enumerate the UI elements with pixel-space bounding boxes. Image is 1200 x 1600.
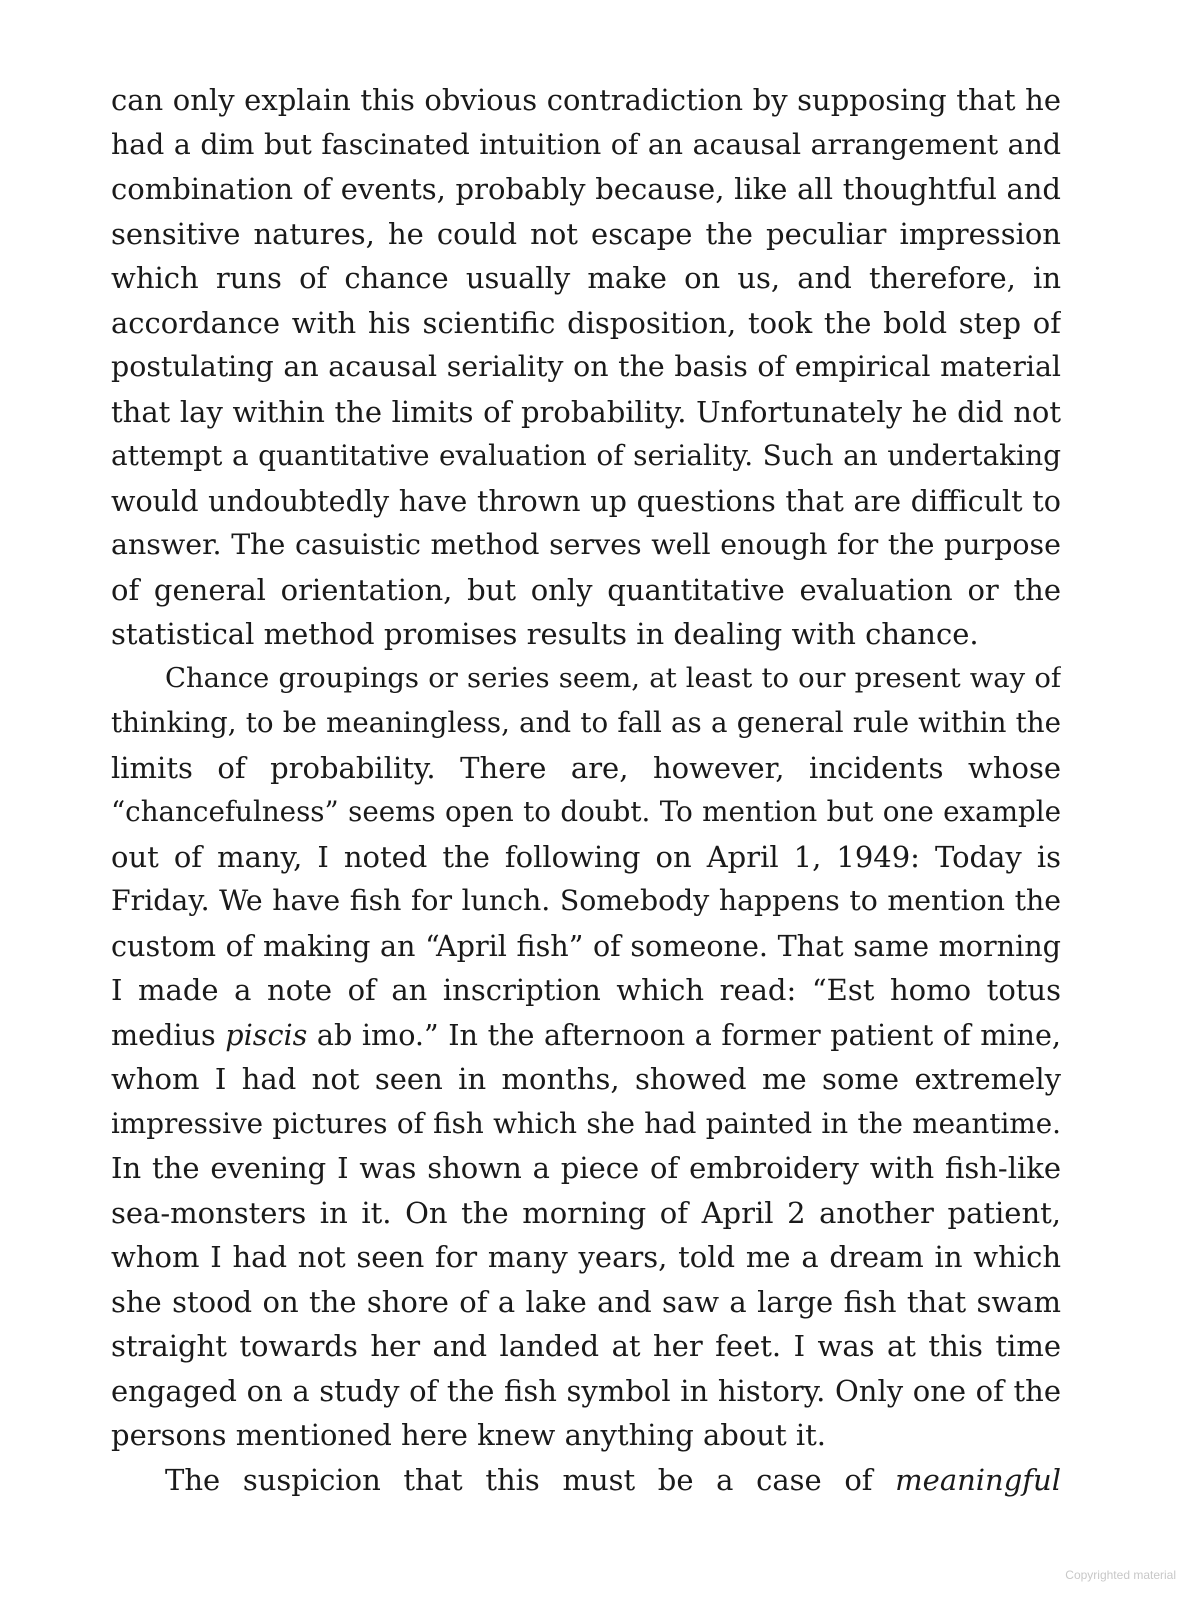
text-line: custom of making an “April fish” of someone. That same morning [111,928,1061,963]
text-line: can only explain this obvious contradiction by supposing that he [111,83,1061,117]
text-line: that lay within the limits of probability. Unfortunately he did not [111,394,1061,429]
text-line: which runs of chance usually make on us, and therefore, in [111,261,1061,295]
body-text [111,78,1061,1502]
text-line: she stood on the shore of a lake and saw a large fish that swam [111,1284,1061,1319]
text-line: sensitive natures, he could not escape the peculiar impression [111,216,1061,251]
text-line: The suspicion that this must be a case of meaningful [165,1462,1061,1497]
text-line: combination of events, probably because, like all thoughtful and [111,172,1061,206]
text-line: impressive pictures of fish which she had painted in the meantime. [111,1106,1061,1140]
text-line: limits of probability. There are, however, incidents whose [111,750,1061,785]
text-line: persons mentioned here knew anything about it. [111,1418,827,1452]
text-line: Chance groupings or series seem, at least to our present way of [165,662,1061,694]
italic-term: meaningful [895,1462,1061,1497]
text-line: statistical method promises results in dealing with chance. [111,617,979,651]
text-line: thinking, to be meaningless, and to fall as a general rule within the [111,706,1061,739]
text-line: sea-monsters in it. On the morning of April 2 another patient, [111,1195,1061,1230]
text-line: had a dim but fascinated intuition of an acausal arrangement and [111,127,1061,161]
text-line: attempt a quantitative evaluation of seriality. Such an undertaking [111,439,1061,472]
text-line: of general orientation, but only quantitative evaluation or the [111,572,1061,607]
text-line: answer. The casuistic method serves well enough for the purpose [111,528,1061,561]
text-line: medius piscis ab imo.” In the afternoon a former patient of mine, [111,1017,1061,1052]
text-line: out of many, I noted the following on April 1, 1949: Today is [111,839,1061,874]
text-line: whom I had not seen for many years, told me a dream in which [111,1240,1061,1274]
text-line: In the evening I was shown a piece of embroidery with fish-like [111,1151,1061,1185]
text-line: whom I had not seen in months, showed me some extremely [111,1062,1061,1096]
text-line: Friday. We have fish for lunch. Somebody happens to mention the [111,884,1061,917]
text-line: accordance with his scientific disposition, took the bold step of [111,305,1061,340]
text-line: postulating an acausal seriality on the basis of empirical material [111,350,1061,383]
copyright-watermark: Copyrighted material [1065,1568,1176,1582]
italic-term: piscis [225,1017,308,1052]
text-line: I made a note of an inscription which read: “Est homo totus [111,973,1061,1007]
text-line: straight towards her and landed at her feet. I was at this time [111,1329,1061,1363]
text-line: engaged on a study of the fish symbol in history. Only one of the [111,1373,1061,1408]
text-line: would undoubtedly have thrown up questions that are difficult to [111,483,1061,518]
text-line: “chancefulness” seems open to doubt. To mention but one example [111,795,1061,828]
